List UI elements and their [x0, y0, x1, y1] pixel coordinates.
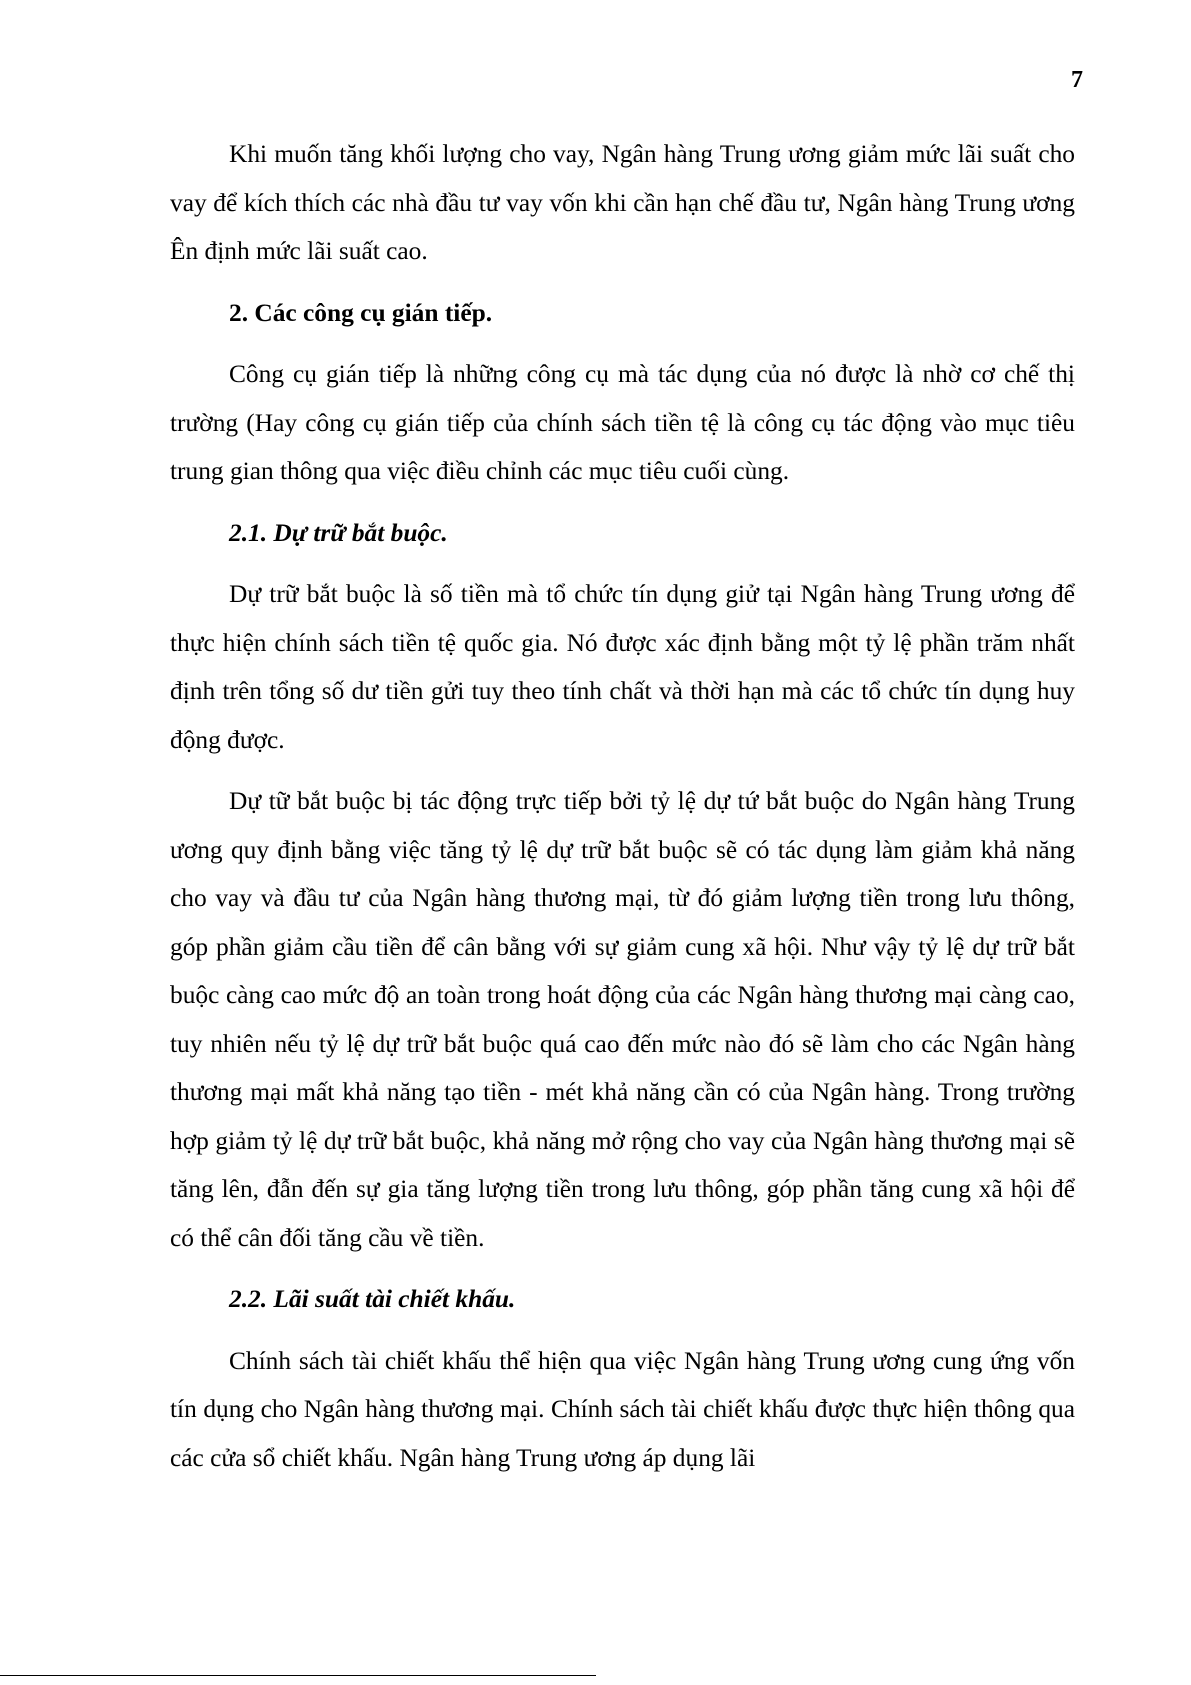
heading-indirect-tools: 2. Các công cụ gián tiếp.: [229, 298, 493, 327]
paragraph-indirect-tools: Công cụ gián tiếp là những công cụ mà tác dụng của nó được là nhờ cơ chế thị trường (Hay công cụ gián tiếp của chính sách tiền tệ là công cụ tác động vào mục tiêu trung gian thông qua việc điều chỉnh các mục tiêu cuối cùng.: [170, 360, 1075, 485]
heading-required-reserve: 2.1. Dự trữ bắt buộc.: [229, 518, 448, 547]
footer-divider: [0, 1675, 596, 1676]
page-number: 7: [1071, 67, 1083, 93]
heading-rediscount-rate: 2.2. Lãi suất tài chiết khấu.: [229, 1285, 516, 1313]
paragraph-required-reserve-effects: Dự tữ bắt buộc bị tác động trực tiếp bởi tỷ lệ dự tứ bắt buộc do Ngân hàng Trung ương quy định bằng việc tăng tỷ lệ dự trữ bắt buộc sẽ có tác dụng làm giảm khả năng cho vay và đầu tư của Ngân hàng thương mại, từ đó giảm lượng tiền trong lưu thông, góp phần giảm cầu tiền để cân bằng với sự giảm cung xã hội. Như vậy tỷ lệ dự trữ bắt buộc càng cao mức độ an toàn trong hoát động của các Ngân hàng thương mại càng cao, tuy nhiên nếu tỷ lệ dự trữ bắt buộc quá cao đến mức nào đó sẽ làm cho các Ngân hàng thương mại mất khả năng tạo tiền - mét khả năng cần có của Ngân hàng. Trong trường hợp giảm tỷ lệ dự trữ bắt buộc, khả năng mở rộng cho vay của Ngân hàng thương mại sẽ tăng lên, đẫn đến sự gia tăng lượng tiền trong lưu thông, góp phần tăng cung xã hội để có thể cân đối tăng cầu về tiền.: [170, 787, 1075, 1252]
paragraph-required-reserve-definition: Dự trữ bắt buộc là số tiền mà tổ chức tín dụng giử tại Ngân hàng Trung ương để thực hiện chính sách tiền tệ quốc gia. Nó được xác định bằng một tỷ lệ phần trăm nhất định trên tổng số dư tiền gửi tuy theo tính chất và thời hạn mà các tổ chức tín dụng huy động được.: [170, 580, 1075, 754]
paragraph-interest-rate: Khi muốn tăng khối lượng cho vay, Ngân hàng Trung ương giảm mức lãi suất cho vay để kích thích các nhà đầu tư vay vốn khi cần hạn chế đầu tư, Ngân hàng Trung ương Ên định mức lãi suất cao.: [170, 140, 1075, 265]
paragraph-rediscount-policy: Chính sách tài chiết khấu thể hiện qua việc Ngân hàng Trung ương cung ứng vốn tín dụng cho Ngân hàng thương mại. Chính sách tài chiết khấu được thực hiện thông qua các cửa sổ chiết khấu. Ngân hàng Trung ương áp dụng lãi: [170, 1346, 1075, 1472]
document-body: [170, 130, 1075, 1495]
